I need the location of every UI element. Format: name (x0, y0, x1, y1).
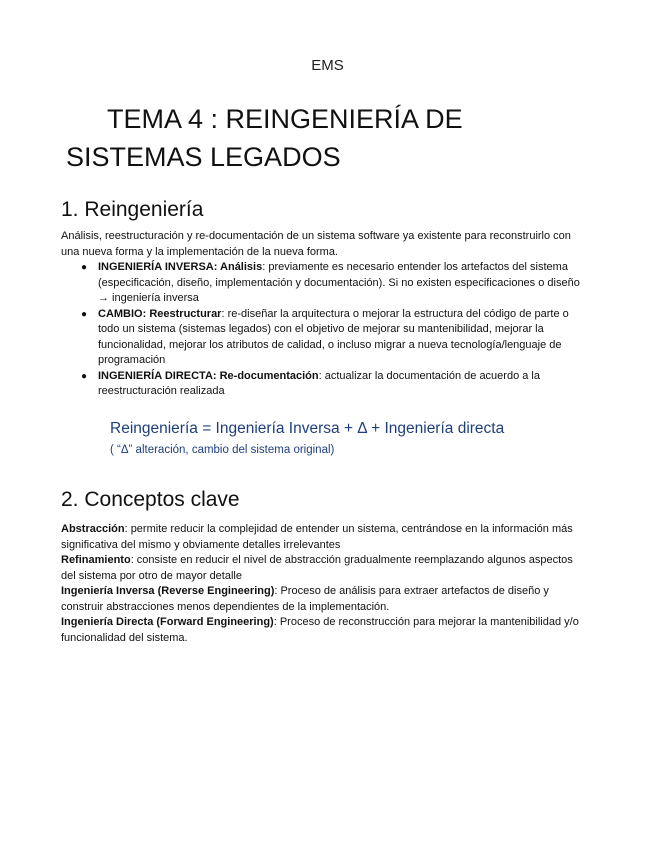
bullet-term: INGENIERÍA INVERSA: Análisis (98, 261, 263, 273)
concept-refinamiento (61, 553, 586, 584)
concept-text: : Proceso de reconstrucción para mejorar la mantenibilidad y/o funcionalidad del sistema. (61, 616, 579, 644)
concept-ingenieria-directa (61, 615, 586, 646)
bullet-term: INGENIERÍA DIRECTA: Re-documentación (98, 369, 319, 382)
bullet-text: : re-diseñar la arquitectura o mejorar la estructura del código de parte o todo un sistema (sistemas legados) con el objetivo de mejorar su mantenibilidad, mejorar la funcionalidad, mejorar los atributos de calidad, o incluso migrar a nueva tecnología/lenguaje de programación (98, 307, 569, 366)
document-title (66, 100, 626, 176)
concept-term: Refinamiento (61, 554, 131, 566)
reengineering-formula: Reingeniería = Ingeniería Inversa + Δ + Ingeniería directa (110, 420, 505, 437)
key-concepts-list (61, 522, 586, 646)
page-header: EMS (311, 57, 344, 74)
title-line-2: SISTEMAS LEGADOS (66, 142, 341, 172)
section-1-heading: 1. Reingeniería (61, 198, 204, 221)
concept-text: : permite reducir la complejidad de entender un sistema, centrándose en la información más significativa del mismo y obviamente detalles irrelevantes (61, 523, 573, 551)
title-line-1: TEMA 4 : REINGENIERÍA DE (107, 104, 463, 134)
bullet-ingenieria-directa (61, 369, 581, 400)
concept-term: Ingeniería Inversa (Reverse Engineering) (61, 585, 275, 597)
concept-text: : consiste en reducir el nivel de abstracción gradualmente reemplazando algunos aspectos del sistema por otro de mayor detalle (61, 554, 573, 582)
concept-term: Abstracción (61, 523, 125, 535)
section-2-heading: 2. Conceptos clave (61, 488, 240, 511)
section-1-intro: Análisis, reestructuración y re-documentación de un sistema software ya existente para reconstruirlo con una nueva forma y la implementación de la nueva forma. (61, 230, 571, 258)
bullet-term: CAMBIO: Reestructurar (98, 307, 222, 320)
concept-abstraccion (61, 522, 586, 553)
bullet-dot-icon: ● (81, 262, 88, 273)
concept-term: Ingeniería Directa (Forward Engineering) (61, 616, 274, 628)
bullet-dot-icon: ● (81, 308, 88, 320)
bullet-text: : actualizar la documentación de acuerdo a la reestructuración realizada (98, 369, 540, 397)
reengineering-bullet-list (61, 260, 581, 400)
bullet-text: : previamente es necesario entender los artefactos del sistema (especificación, diseño, implementación y documentación). Si no existen especificaciones o diseño → ingeniería inversa (98, 261, 580, 304)
concept-text: : Proceso de análisis para extraer artefactos de diseño y construir abstracciones menos dependientes de la implementación. (61, 585, 549, 613)
concept-ingenieria-inversa (61, 584, 586, 615)
bullet-dot-icon: ● (81, 370, 88, 382)
bullet-cambio (61, 307, 581, 369)
bullet-ingenieria-inversa (61, 260, 581, 307)
formula-note: ( “Δ” alteración, cambio del sistema original) (110, 444, 335, 456)
